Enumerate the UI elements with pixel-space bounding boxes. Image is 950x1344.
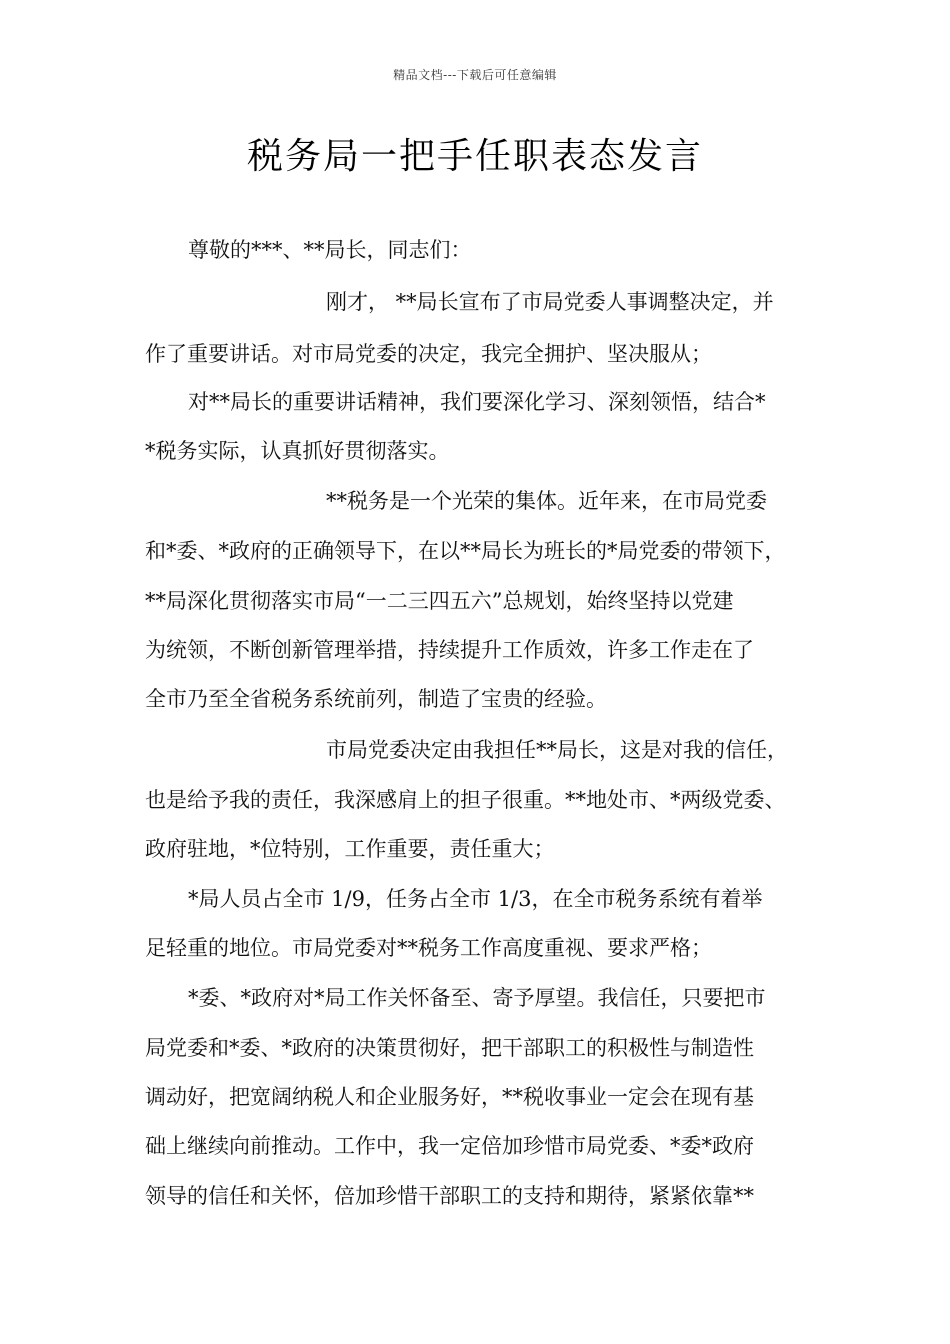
document-title: 税务局一把手任职表态发言 — [246, 136, 703, 177]
body-line: 调动好，把宽阔纳税人和企业服务好，**税收事业一定会在现有基 — [145, 1085, 754, 1109]
body-line: 为统领，不断创新管理举措，持续提升工作质效，许多工作走在了 — [145, 638, 754, 662]
header-note: 精品文档---下载后可任意编辑 — [393, 68, 557, 82]
body-line: 尊敬的***、**局长，同志们： — [188, 238, 472, 262]
body-line: 政府驻地，*位特别，工作重要，责任重大； — [145, 837, 555, 861]
body-line: 局党委和*委、*政府的决策贯彻好，把干部职工的积极性与制造性 — [145, 1036, 754, 1060]
body-line: **税务是一个光荣的集体。近年来，在市局党委 — [326, 489, 767, 513]
body-line: 作了重要讲话。对市局党委的决定，我完全拥护、坚决服从； — [145, 342, 712, 366]
body-line: 对**局长的重要讲话精神，我们要深化学习、深刻领悟，结合* — [188, 390, 766, 414]
body-line: 市局党委决定由我担任**局长，这是对我的信任， — [326, 738, 788, 762]
body-line: 也是给予我的责任，我深感肩上的担子很重。**地处市、*两级党委、 — [145, 788, 786, 812]
body-line: 刚才， **局长宣布了市局党委人事调整决定，并 — [326, 290, 774, 314]
body-line: 和*委、*政府的正确领导下，在以**局长为班长的*局党委的带领下， — [145, 539, 786, 563]
body-line: 全市乃至全省税务系统前列，制造了宝贵的经验。 — [145, 687, 607, 711]
body-line: 领导的信任和关怀，倍加珍惜干部职工的支持和期待，紧紧依靠** — [145, 1184, 754, 1208]
body-line: 础上继续向前推动。工作中，我一定倍加珍惜市局党委、*委*政府 — [145, 1134, 754, 1158]
body-line: **局深化贯彻落实市局“一二三四五六”总规划，始终坚持以党建 — [145, 589, 734, 613]
body-line: 足轻重的地位。市局党委对**税务工作高度重视、要求严格； — [145, 936, 712, 960]
body-line: *委、*政府对*局工作关怀备至、寄予厚望。我信任，只要把市 — [188, 986, 766, 1010]
body-line: *税务实际，认真抓好贯彻落实。 — [145, 439, 450, 463]
body-line: *局人员占全市 1/9，任务占全市 1/3，在全市税务系统有着举 — [188, 887, 763, 911]
